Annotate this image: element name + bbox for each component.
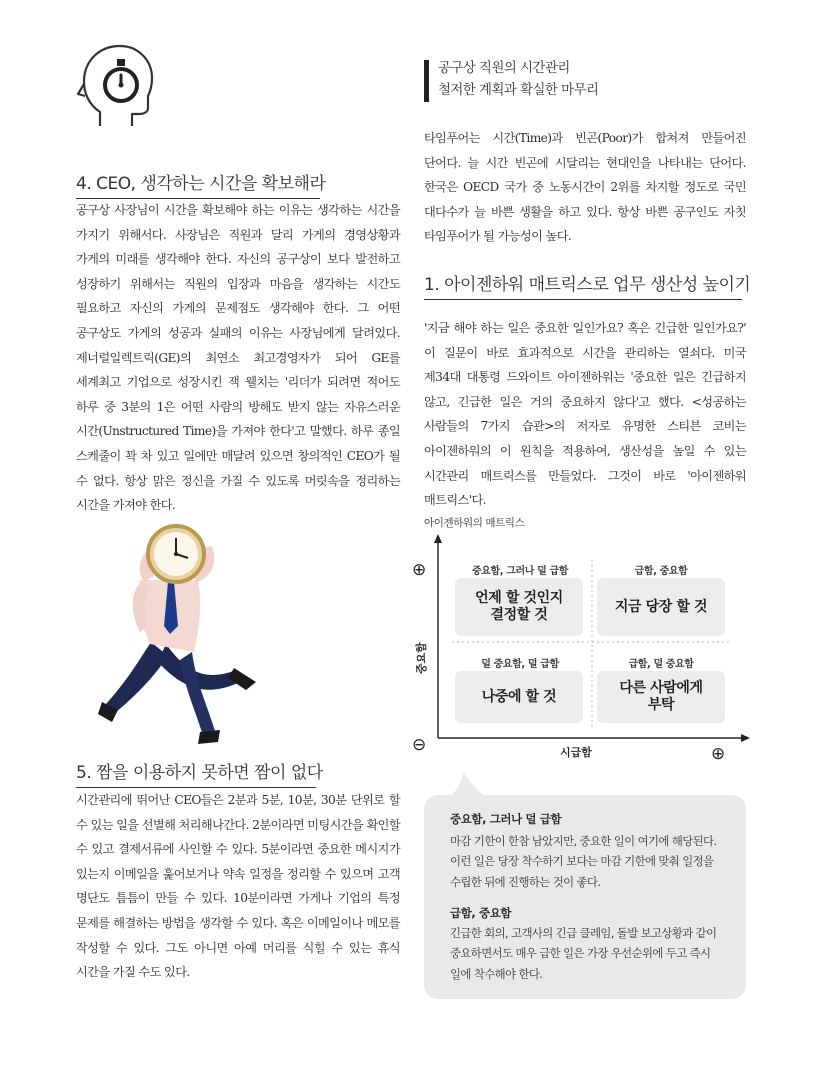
quadrant-head-urgent-important: 급함, 중요함 bbox=[634, 566, 688, 577]
heading-accent-bar bbox=[424, 60, 429, 102]
y-axis-plus-icon: ⊕ bbox=[412, 560, 427, 580]
y-axis-label: 중요함 bbox=[415, 642, 428, 674]
section5-body: 시간관리에 뛰어난 CEO들은 2분과 5분, 10분, 30분 단위로 할 수 있는 일을 선별해 처리해나간다. 2분이라면 미팅시간을 확인할 수 있고 결제서류에 사인할 수 있다. 5분이라면 중요한 메시지가 있는지 이메일을 훑어보거나 약속 일정을 정리할 수 있으며 고객 명단도 틈틈이 만들 수 있다. 10분이라면 가게나 기업의 특정 문제를 해결하는 방법을 생각할 수 있다. 혹은 이메일이나 메모를 작성할 수 있다. 그도 아니면 아예 머리를 식힐 수 있는 휴식 시간을 가질 수도 있다. bbox=[76, 793, 400, 980]
matrix-caption: 아이젠하워의 매트릭스 bbox=[424, 517, 525, 529]
quadrant-box-delegate: 다른 사람에게 부탁 bbox=[597, 671, 725, 723]
businessman-clock-photo bbox=[96, 522, 276, 750]
callout-title-2: 급함, 중요함 bbox=[450, 906, 512, 920]
section1-body: '지금 해야 하는 일은 중요한 일인가요? 혹은 긴급한 일인가요?' 이 질문이 바로 효과적으로 시간을 관리하는 열쇠다. 미국 제34대 대통령 드와이트 아이젠하워는 '중요한 일은 긴급하지 않고, 긴급한 일은 거의 중요하지 않다'고 했다. <성공하는 사람들의 7가지 습관>의 저자로 유명한 스티븐 코비는 아이젠하워의 이 원칙을 적용하여, 생산성을 높일 수 있는 시간관리 매트릭스를 만들었다. 그것이 바로 '아이젠하워 매트릭스'다. bbox=[424, 321, 746, 508]
origin-minus-icon: ⊖ bbox=[412, 735, 427, 755]
callout-text-1: 마감 기한이 한참 남았지만, 중요한 일이 여기에 해당된다. 이런 일은 당장 착수하기 보다는 마감 기한에 맞춰 일정을 수립한 뒤에 진행하는 것이 좋다. bbox=[450, 834, 717, 889]
callout-pointer bbox=[448, 770, 488, 796]
quadrant-head-important-not-urgent: 중요함, 그러나 덜 급함 bbox=[472, 566, 568, 577]
section4-body: 공구상 사장님이 시간을 확보해야 하는 이유는 생각하는 시간을 가지기 위해서다. 사장님은 직원과 달리 가게의 경영상황과 가게의 미래를 생각해야 한다. 자신의 공구상이 보다 발전하고 성장하기 위해서는 직원의 입장과 마음을 생각하는 시간도 필요하고 자신의 가게의 문제점도 생각해야 한다. 그 어떤 공구상도 가게의 성공과 실패의 이유는 사장님에게 달려있다. 제너럴일렉트릭(GE)의 최연소 최고경영자가 되어 GE를 세계최고 기업으로 성장시킨 잭 웰치는 '리더가 되려면 적어도 하루 중 3분의 1은 어떤 사람의 방해도 받지 않는 자유스러운 시간(Unstructured Time)을 가져야 한다'고 말했다. 하루 종일 스케줄이 꽉 차 있고 일에만 매달려 있으면 창의적인 CEO가 될 수 없다. 항상 맑은 정신을 가질 수 있도록 머릿속을 정리하는 시간을 가져야 한다. bbox=[76, 203, 400, 513]
callout-title-1: 중요함, 그러나 덜 급함 bbox=[450, 812, 562, 826]
section1-title: 1. 아이젠하워 매트릭스로 업무 생산성 높이기 bbox=[424, 270, 742, 300]
callout-box bbox=[424, 795, 746, 999]
intro-body: 타임푸어는 시간(Time)과 빈곤(Poor)가 합쳐져 만들어진 단어다. 늘 시간 빈곤에 시달리는 현대인을 나타내는 단어다. 한국은 OECD 국가 중 노동시간이 2위를 차지할 정도로 국민 대다수가 늘 바쁜 생활을 하고 있다. 항상 바쁜 공구인도 자칫 타임푸어가 될 가능성이 높다. bbox=[424, 131, 746, 244]
callout-text-2: 긴급한 회의, 고객사의 긴급 클레임, 돌발 보고상황과 같이 중요하면서도 매우 급한 일은 가장 우선순위에 두고 즉시 일에 착수해야 한다. bbox=[450, 926, 717, 981]
head-clock-icon bbox=[76, 40, 158, 130]
sidebar-heading-line2: 철저한 계획과 확실한 마무리 bbox=[438, 83, 599, 98]
quadrant-box-do-now: 지금 당장 할 것 bbox=[597, 578, 725, 636]
x-axis-plus-icon: ⊕ bbox=[711, 744, 726, 764]
quadrant-box-decide: 언제 할 것인지 결정할 것 bbox=[455, 578, 583, 636]
section5-title: 5. 짬을 이용하지 못하면 짬이 없다 bbox=[76, 758, 316, 788]
x-axis-label: 시급함 bbox=[560, 746, 592, 759]
quadrant-box-later: 나중에 할 것 bbox=[455, 671, 583, 723]
sidebar-heading bbox=[438, 58, 599, 102]
quadrant-head-urgent-not-important: 급함, 덜 중요함 bbox=[628, 659, 694, 670]
quadrant-head-not-important-not-urgent: 덜 중요함, 덜 급함 bbox=[481, 659, 559, 670]
section4-title: 4. CEO, 생각하는 시간을 확보해라 bbox=[76, 169, 320, 199]
sidebar-heading-line1: 공구상 직원의 시간관리 bbox=[438, 61, 570, 76]
